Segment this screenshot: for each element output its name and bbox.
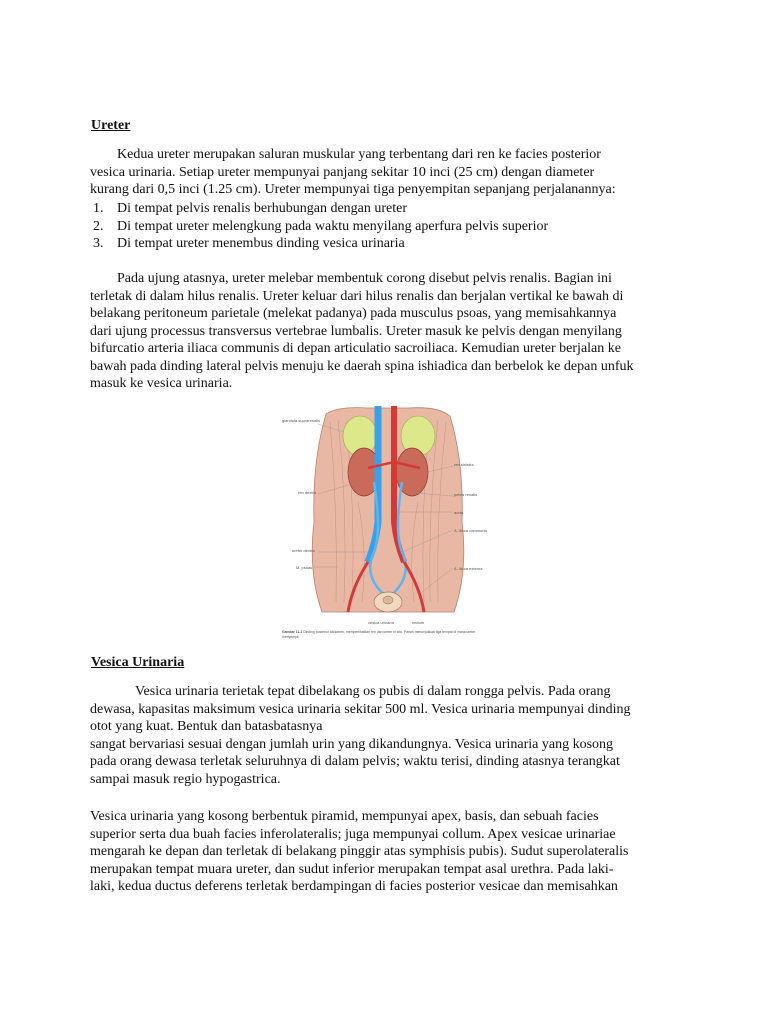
list-item [90, 218, 680, 236]
text-line: bawah pada dinding lateral pelvis menuju ke daerah spina ishiadica dan berbelok ke depan unfuk [90, 358, 634, 374]
figure-label: ren dextra [298, 490, 317, 495]
text-line: vesica urinaria. Setiap ureter mempunyai panjang sekitar 10 inci (25 cm) dengan diameter [90, 164, 595, 180]
figure-label: A. iliaca externa [454, 566, 483, 571]
ureter-narrowing-list [90, 200, 680, 253]
section-heading-vesica: Vesica Urinaria [91, 655, 185, 670]
list-text: Di tempat ureter menembus dinding vesica urinaria [117, 236, 405, 251]
text-line: terletak di dalam hilus renalis. Ureter keluar dari hilus renalis dan berjalan vertikal ke bawah di [90, 288, 624, 304]
vesica-paragraph-1 [90, 683, 680, 788]
vesica-paragraph-2 [90, 808, 680, 896]
text-line: otot yang kuat. Bentuk dan batasbatasnya [90, 719, 323, 734]
section-heading-ureter: Ureter [91, 118, 131, 133]
list-item [90, 235, 680, 253]
figure-label: ren sinistra [454, 462, 474, 467]
figure-label: glandula suprarenalis [282, 418, 321, 423]
caption-text: Dinding posterior abdomen, memperlihatkan ren dan ureter in situ. Panah menunjukkan tiga tempat di mana ureter menyempit. [282, 630, 476, 639]
ureter-paragraph-2 [90, 270, 680, 393]
list-text: Di tempat ureter melengkung pada waktu menyilang aperfura pelvis superior [117, 218, 549, 234]
figure-caption [282, 630, 492, 640]
figure-label: A. iliaca communis [454, 528, 488, 533]
text-line: superior serta dua buah facies inferolateralis; juga mempunyai collum. Apex vesicae urinariae [90, 826, 616, 842]
text-line: pada orang dewasa terletak seluruhnya di dalam pelvis; waktu terisi, dinding atasnya terangkat [90, 754, 620, 769]
list-text: Di tempat pelvis renalis berhubungan dengan ureter [117, 201, 408, 216]
figure-label: vesica urinaria [368, 620, 394, 625]
kidney-ureter-illustration [278, 402, 494, 632]
text-line: merupakan tempat muara ureter, dan sudut inferior merupakan tempat asal urethra. Pada laki- [90, 861, 614, 877]
list-item [90, 200, 680, 218]
text-line: dari ujung processus transversus vertebrae lumbalis. Ureter masuk ke pelvis dengan menyilang [90, 323, 622, 339]
figure-label: pelvis renalis [454, 492, 478, 497]
text-line: Kedua ureter merupakan saluran muskular yang terbentang dari ren ke facies posterior [117, 147, 601, 162]
text-line: sampai masuk regio hypogastrica. [90, 771, 281, 787]
anatomy-figure [278, 402, 494, 652]
text-line: bifurcatio arteria iliaca communis di depan articulatio sacroiliaca. Kemudian ureter berjalan ke [90, 341, 621, 356]
figure-label: aorta [454, 510, 464, 515]
text-line: masuk ke vesica urinaria. [90, 376, 233, 391]
text-line: laki, kedua ductus deferens terletak berdampingan di facies posterior vesicae dan memisahkan [90, 879, 618, 894]
text-line: Vesica urinaria terietak tepat dibelakang os pubis di dalam rongga pelvis. Pada orang [135, 684, 611, 699]
text-line: dewasa, kapasitas maksimum vesica urinaria sekitar 500 ml. Vesica urinaria mempunyai dinding [90, 701, 631, 717]
text-line: sangat bervariasi sesuai dengan jumlah urin yang dikandungnya. Vesica urinaria yang kosong [90, 736, 614, 752]
text-line: Pada ujung atasnya, ureter melebar membentuk corong disebut pelvis renalis. Bagian ini [117, 271, 612, 286]
list-number: 3. [93, 236, 104, 251]
list-number: 1. [93, 201, 104, 216]
figure-label: M. psoas [296, 565, 313, 570]
text-line: Vesica urinaria yang kosong berbentuk piramid, mempunyai apex, basis, dan sebuah facies [90, 809, 599, 824]
list-number: 2. [93, 218, 104, 234]
text-line: belakang peritoneum parietale (melekat padanya) pada musculus psoas, yang memisahkannya [90, 306, 617, 321]
figure-label: rectum [412, 620, 425, 625]
ureter-intro-paragraph [90, 146, 680, 199]
rectum-shape [383, 596, 393, 604]
abdominal-wall-shape [312, 408, 464, 612]
figure-label: ureter dextra [292, 548, 315, 553]
text-line: mengarah ke depan dan terletak di belakang pinggir atas symphisis pubis). Sudut superolateralis [90, 844, 629, 859]
caption-label: Gambar 11-1 [282, 630, 303, 634]
text-line: kurang dari 0,5 inci (1.25 cm). Ureter mempunyai tiga penyempitan sepanjang perjalanannya: [90, 182, 616, 197]
